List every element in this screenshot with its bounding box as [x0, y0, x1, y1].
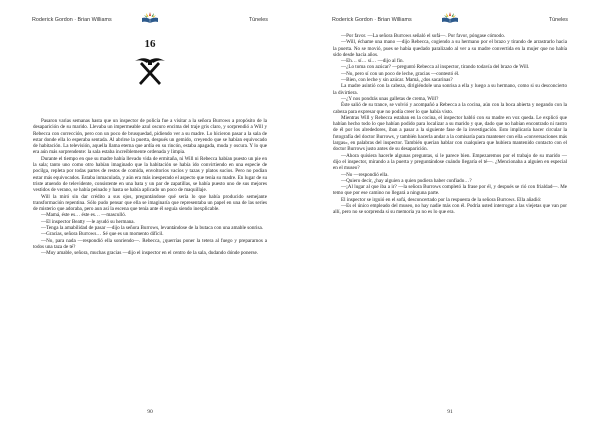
open-book-logo-icon [141, 10, 159, 24]
paragraph: —¿Y nos pondrás unas galletas de crema, Will? [341, 95, 439, 102]
paragraph: —No, para nada —respondió ella sonriendo—. Rebecca, ¿querrías poner la tetera al fuego y prepararnos a todos una taza de té? [33, 237, 267, 250]
paragraph: El inspector se irguió en el sofá, desconcertado por la respuesta de la señora Burrows. Ella añadió: [341, 196, 542, 203]
paragraph: La madre asintió con la cabeza, dirigiéndole una sonrisa a ella y luego a su hermano, como si su desconcierto la divirtiera. [333, 83, 567, 96]
paragraph: —Eh… sí… sí… —dijo al fin. [341, 58, 404, 65]
header-author: Roderick Gordon · Brian Williams [32, 17, 112, 23]
paragraph: —Gracias, señora Burrows… Sé que es un momento difícil. [41, 231, 164, 238]
paragraph: —Muy amable, señora, muchas gracias —dijo el inspector en el centro de la sala, dudando dónde ponerse. [41, 250, 258, 257]
paragraph: Éste salió de su trance, se volvió y acompañó a Rebecca a la cocina, aún con la boca abierta y negando con la cabeza para expresar que no podía creer lo que había visto. [333, 102, 567, 115]
right-page-body [333, 33, 567, 216]
page-header [32, 10, 268, 24]
open-book-logo-icon [441, 10, 459, 24]
left-page-body [33, 118, 267, 257]
paragraph: Durante el tiempo en que su madre había llevado vida de ermitaña, ni Will ni Rebecca habían puesto un pie en la sala; tanto uno como otro habían imaginado que la habitación se había ido convirtiendo en una especie de pocilga, repleta por todas partes de restos de comida, envoltorios vacíos y tazas y platos sucios. Pero no podían estar más equivocados. Estaba inmaculada, y aún era más inesperado el aspecto que tenía su madre. En lugar de su triste atuendo de televidente, consistente en una bata y un par de zapatillas, se había puesto uno de sus mejores vestidos de verano, se había peinado y hasta se había aplicado un poco de maquillaje. [33, 155, 267, 194]
header-book-title: Túneles [248, 17, 268, 23]
paragraph: Mientras Will y Rebecca estaban en la cocina, el inspector habló con su madre en voz queda. Le explicó que habían hecho todo lo que habían podido para localizar a su marido y que, dado que no habían encontrado ni rastro de él por los alrededores, iban a pasar a la siguiente fase de la investigación. Esto implicaría hacer circular la fotografía del doctor Burrows, y también hacerla andar a la comisaría para mantener con ella «conversaciones más largas», en palabras del inspector. También querían hablar con cualquiera que hubiera mantenido contacto con el doctor Burrows justo antes de su desaparición. [333, 114, 567, 153]
chapter-number: 16 [144, 38, 156, 50]
paragraph: —Mamá, éste es… éste es… —masculló. [41, 212, 127, 219]
crossed-pickaxes-icon [134, 54, 166, 86]
paragraph: —Es el único empleado del museo, no hay nadie más con él. Podría usted interrogar a las viejetas que van por allí, pero no se sorprenda si su memoria ya no es lo que era. [333, 203, 567, 216]
paragraph: —El inspector Beatty —le ayudó su hermana. [41, 218, 135, 225]
page-number-left: 90 [147, 409, 153, 415]
paragraph: —Por favor. —La señora Burrows señaló el sofá—. Por favor, póngase cómodo. [341, 33, 506, 39]
paragraph: —¡Al lugar al que iba a ir? —la señora Burrows completó la frase por él, y después se rió con frialdad—. Me temo que por ese camino no llegará a ninguna parte. [333, 184, 567, 197]
header-book-title: Túneles [548, 17, 568, 23]
paragraph: —Tenga la amabilidad de pasar —dijo la señora Burrows, levantándose de la butaca con una amable sonrisa. [41, 225, 263, 232]
page-number-right: 91 [447, 409, 453, 415]
paragraph: —Will, échame una mano —dijo Rebecca, cogiendo a su hermano por el brazo y tirando de arrastrarlo hacia la puerta. No se movió, pues se había quedado paralizado al ver a su madre convertida en la mujer que no había sido desde hacía años. [333, 39, 567, 58]
right-page [300, 0, 600, 424]
paragraph: Pasaron varias semanas hasta que un inspector de policía fue a visitar a la señora Burrows a propósito de la desaparición de su marido. Llevaba un impermeable azul oscuro encima del traje gris claro, y sorprendió a Will y Rebecca con corrección, pero con un poco de brusquedad, pidiendo ver a su madre. Lo hicieron pasar a la sala de estar donde ella lo esperaba sentada. Al abrirse la puerta, después un gemido, creyendo que se habían equivocado de habitación. La televisión, aquella llama eterna que ardía en su rincón, estaba apagada, muda y oscura. Y lo que era aún más sorprendente: la sala estaba increíblemente ordenada y limpia. [33, 118, 267, 156]
paragraph: —Quiero decir, ¿hay alguien a quien pudiera haber confiado…? [341, 177, 472, 184]
paragraph: —Ahora quisiera hacerle algunas preguntas, si le parece bien. Empezaremos por el trabajo de su marido —dijo el inspector, mirando a la puerta y preguntándose cuándo llegaría el té—. ¿Mencionaba a alguien en especial en el museo? [333, 152, 567, 172]
paragraph: —No —respondió ella. [341, 171, 389, 178]
paragraph: —Bien, con leche y sin azúcar. Mamá, ¿dos sacarinas? [341, 77, 453, 84]
paragraph: Will la miró sin dar crédito a sus ojos, preguntándose qué sería lo que había producido semejante transformación repentina. Sólo pudo pensar que ella se imaginaría que representaba un papel en una de las series de misterio que adoraba, pero aun así la escena que tenía ante él seguía siendo inexplicable. [33, 193, 267, 213]
page-header [332, 10, 568, 24]
paragraph: —¿Lo toma con azúcar? —preguntó Rebecca al inspector, tirando todavía del brazo de Will. [341, 64, 530, 71]
paragraph: —No, pero sí con un poco de leche, gracias —contestó él. [341, 70, 460, 77]
header-author: Roderick Gordon · Brian Williams [332, 17, 412, 23]
